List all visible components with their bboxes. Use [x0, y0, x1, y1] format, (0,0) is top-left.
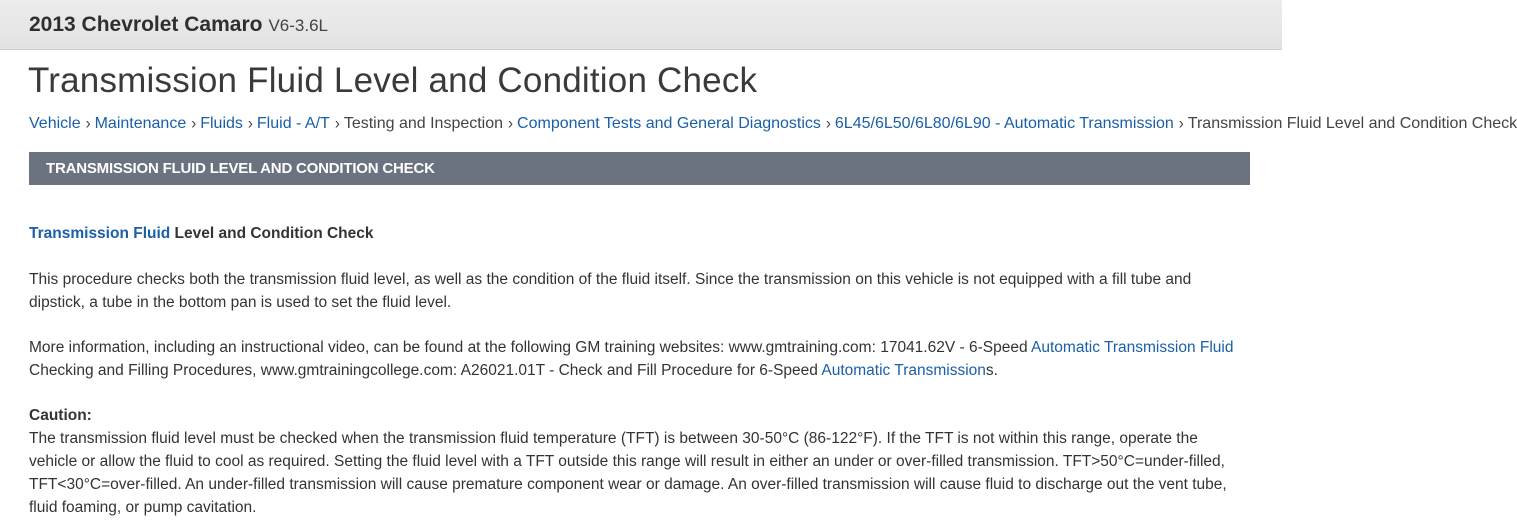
breadcrumb-testing-inspection: Testing and Inspection	[343, 115, 504, 132]
vehicle-name: 2013 Chevrolet Camaro	[29, 12, 263, 36]
section-header: TRANSMISSION FLUID LEVEL AND CONDITION CHECK	[29, 152, 1250, 185]
procedure-description: This procedure checks both the transmission fluid level, as well as the condition of the fluid itself. Since the transmission on this vehicle is not equipped with a fill tube and dipstick, a tube in the bottom pan is used to set the fluid level.	[29, 271, 1192, 311]
breadcrumb-separator: ›	[825, 114, 831, 133]
article-body	[29, 222, 1244, 519]
breadcrumb-current-page: Transmission Fluid Level and Condition Check	[1187, 115, 1517, 132]
page-title: Transmission Fluid Level and Condition Check	[28, 61, 758, 100]
vehicle-engine: V6-3.6L	[268, 16, 328, 35]
breadcrumb-separator: ›	[85, 114, 91, 133]
breadcrumb-separator: ›	[191, 114, 197, 133]
breadcrumb-maintenance[interactable]: Maintenance	[94, 115, 187, 132]
training-text-3: s.	[985, 362, 998, 379]
training-text-1: More information, including an instructional video, can be found at the following GM training websites: www.gmtraining.com: 17041.62V - 6-Speed	[29, 339, 1032, 356]
training-info-paragraph	[29, 336, 1244, 382]
breadcrumb-component-tests[interactable]: Component Tests and General Diagnostics	[517, 115, 821, 132]
vehicle-header	[0, 0, 1282, 50]
caution-label: Caution:	[29, 407, 92, 424]
breadcrumb-separator: ›	[1178, 114, 1184, 133]
breadcrumb-fluid-at[interactable]: Fluid - A/T	[256, 115, 330, 132]
breadcrumb	[29, 114, 1517, 134]
breadcrumb-separator: ›	[334, 114, 340, 133]
breadcrumb-vehicle[interactable]: Vehicle	[29, 115, 81, 132]
training-text-2: Checking and Filling Procedures, www.gmtrainingcollege.com: A26021.01T - Check and Fill Procedure for 6-Speed	[29, 362, 822, 379]
caution-block	[29, 404, 1244, 519]
breadcrumb-separator: ›	[508, 114, 514, 133]
automatic-transmission-fluid-link[interactable]: Automatic Transmission Fluid	[1031, 339, 1234, 356]
heading-text: Level and Condition Check	[170, 225, 374, 242]
breadcrumb-automatic-transmission[interactable]: 6L45/6L50/6L80/6L90 - Automatic Transmission	[834, 115, 1174, 132]
breadcrumb-fluids[interactable]: Fluids	[200, 115, 243, 132]
caution-text: The transmission fluid level must be checked when the transmission fluid temperature (TFT) is between 30-50°C (86-122°F). If the TFT is not within this range, operate the vehicle or allow the fluid to cool as required. Setting the fluid level with a TFT outside this range will result in either an under or over-filled transmission. TFT>50°C=under-filled, TFT<30°C=over-filled. An under-filled transmission will cause premature component wear or damage. An over-filled transmission will cause fluid to discharge out the vent tube, fluid foaming, or pump cavitation.	[29, 430, 1227, 516]
transmission-fluid-link[interactable]: Transmission Fluid	[29, 225, 171, 242]
breadcrumb-separator: ›	[247, 114, 253, 133]
article-heading	[29, 222, 1244, 245]
automatic-transmission-link[interactable]: Automatic Transmission	[821, 362, 986, 379]
